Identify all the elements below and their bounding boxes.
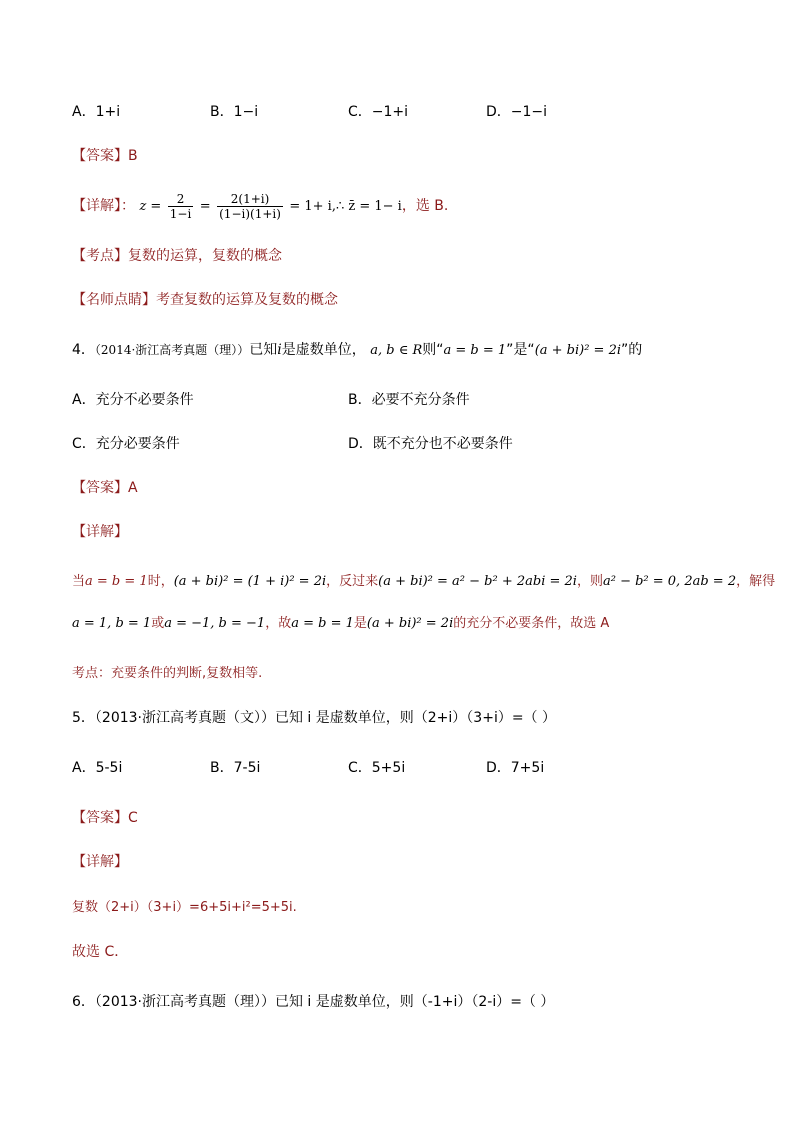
answer-value: C [128,810,138,826]
q5-stem: 5．（2013·浙江高考真题（文））已知 i 是虚数单位，则（2+i）（3+i）=（ ） [72,710,557,726]
q5-conclusion: 故选 C． [72,944,129,960]
q3-detail [72,190,448,223]
q5-solution: 复数（2+i）（3+i）=6+5i+i²=5+5i. [72,900,297,915]
q4-answer [72,478,138,498]
sol-text: ，故 [265,616,292,631]
q4-detail-label: 【详解】 [72,524,128,540]
stem-text: 已知 [249,342,278,358]
mingshi-label: 【名师点睛】 [72,292,156,308]
sol-math: (a + bi)² = (1 + i)² = 2i [173,574,327,589]
sol-text: 当 [72,574,86,589]
stem-text: ”的 [621,342,643,358]
sol-text: 的充分不必要条件，故选 A [453,616,610,631]
stem-math: a = b = 1 [443,343,507,358]
q4-option-b: B．必要不充分条件 [348,392,470,408]
stem-math: (a + bi)² = 2i [534,343,622,358]
q3-option-c: C．−1+i [348,104,409,120]
q5-detail-label: 【详解】 [72,854,128,870]
stem-math: i [277,342,282,358]
question-number: 4． [72,342,95,358]
answer-value: B [128,148,138,164]
q4-solution-line-2 [72,614,609,634]
fraction-2 [217,192,283,221]
detail-colon: ： [121,198,135,214]
sol-text: ，解得 [736,574,776,589]
fraction-num: 2 [168,192,194,207]
q3-mingshi [72,290,338,310]
sol-math: a = b = 1 [85,574,148,589]
kaodian-label: 【考点】 [72,248,128,264]
answer-label: 【答案】 [72,148,128,164]
q4-solution-line-1 [72,572,775,592]
sol-math: (a + bi)² = 2i [366,616,454,631]
q3-option-a: A．1+i [72,104,121,120]
fraction-1 [168,192,194,221]
sol-text: ，则 [576,574,603,589]
stem-text: 是虚数单位， [281,342,366,358]
sol-text: 是 [353,616,367,631]
q3-option-d: D．−1−i [486,104,548,120]
q5-option-b: B．7-5i [210,760,261,776]
question-source: （2014·浙江高考真题（理）） [94,343,250,357]
fraction-den: (1−i)(1+i) [219,206,281,221]
mingshi-text: 考查复数的运算及复数的概念 [156,292,338,308]
formula-z: z = [139,199,162,214]
q5-option-d: D．7+5i [486,760,545,776]
q3-option-b: B．1−i [210,104,259,120]
q5-option-a: A．5-5i [72,760,123,776]
sol-text: 或 [151,616,165,631]
stem-math: a, b ∈ R [370,343,423,358]
sol-text: 时， [147,574,174,589]
sol-text: ，反过来 [326,574,379,589]
answer-label: 【答案】 [72,480,128,496]
sol-math: a = −1, b = −1 [164,616,266,631]
q4-stem [72,340,642,361]
fraction-num: 2(1+i) [217,192,283,207]
kaodian-text: 复数的运算，复数的概念 [128,248,282,264]
q4-option-a: A．充分不必要条件 [72,392,194,408]
sol-math: a = 1, b = 1 [72,616,152,631]
detail-end: ，选 B. [401,198,449,214]
q5-answer [72,808,138,828]
answer-value: A [128,480,138,496]
stem-text: 则“ [422,342,444,358]
q5-option-c: C．5+5i [348,760,406,776]
formula-result: = 1+ i,∴ z̄ = 1− i [289,199,402,214]
answer-label: 【答案】 [72,810,128,826]
sol-math: a² − b² = 0, 2ab = 2 [602,574,737,589]
q4-kaodian: 考点：充要条件的判断,复数相等. [72,666,263,681]
fraction-den: 1−i [169,206,192,221]
stem-text: ”是“ [506,342,535,358]
q6-stem: 6．（2013·浙江高考真题（理））已知 i 是虚数单位，则（-1+i）（2-i）=（ ） [72,994,555,1010]
q3-answer [72,146,138,166]
equals: = [199,199,211,214]
q3-kaodian [72,246,282,266]
sol-math: a = b = 1 [291,616,354,631]
sol-math: (a + bi)² = a² − b² + 2abi = 2i [378,574,577,589]
q4-option-c: C．充分必要条件 [72,436,180,452]
q4-option-d: D．既不充分也不必要条件 [348,436,513,452]
detail-label: 【详解】 [72,198,121,214]
